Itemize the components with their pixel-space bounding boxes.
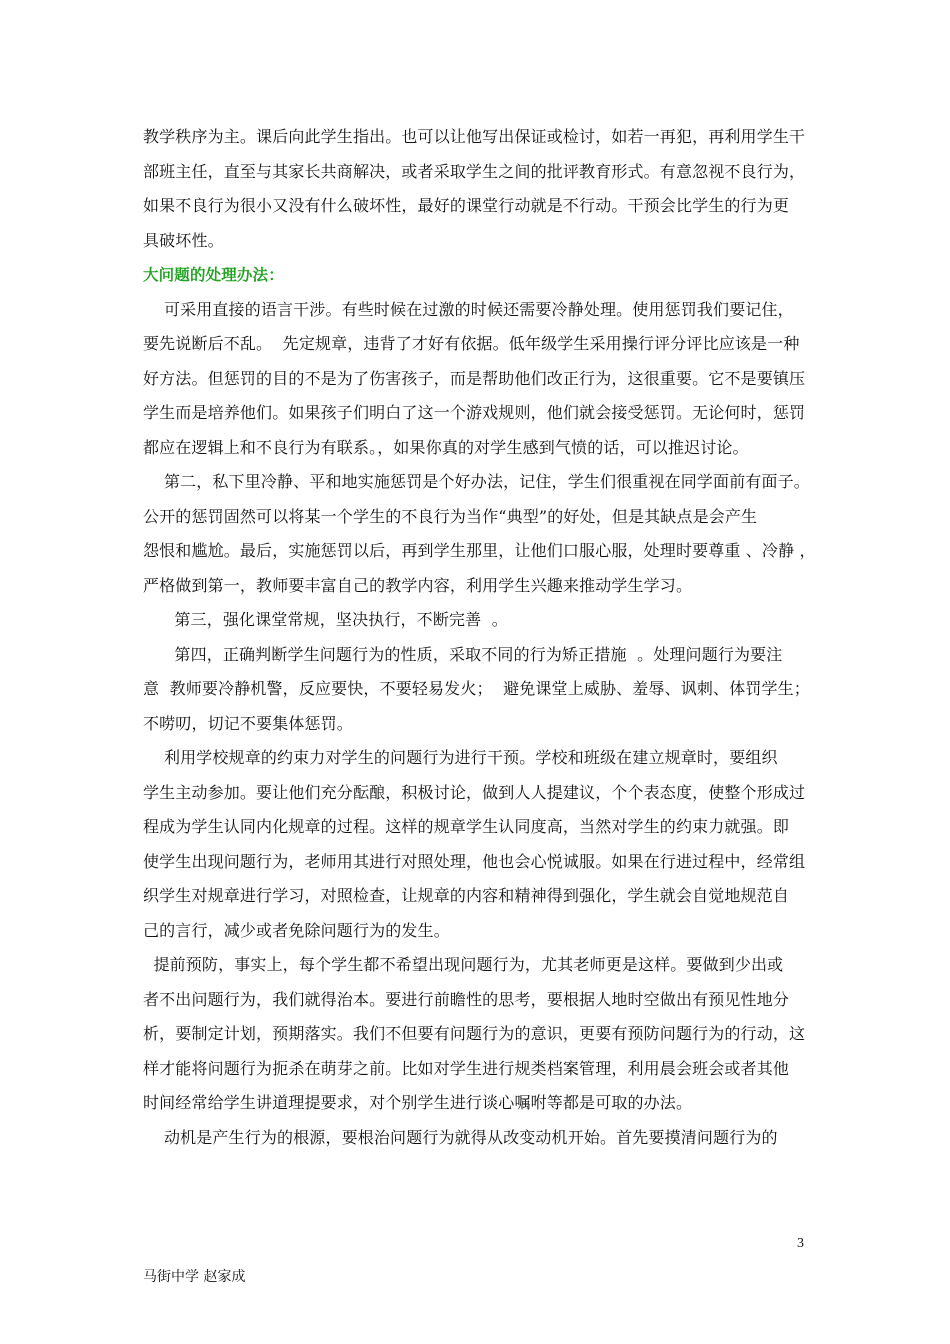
paragraph-line: 使学生出现问题行为，老师用其进行对照处理，他也会心悦诚服。如果在行进过程中，经常组 (143, 851, 806, 871)
paragraph-line: 程成为学生认同内化规章的过程。这样的规章学生认同度高，当然对学生的约束力就强。即 (143, 817, 790, 836)
paragraph-line: 部班主任，直至与其家长共商解决，或者采取学生之间的批评教育形式。有意忽视不良行为， (143, 161, 806, 181)
paragraph-line: 第二，私下里冷静、平和地实施惩罚是个好办法，记住，学生们很重视在同学面前有面子。 (143, 472, 810, 491)
paragraph-line: 严格做到第一，教师要丰富自己的教学内容，利用学生兴趣来推动学生学习。 (143, 575, 693, 595)
paragraph-line: 析，要制定计划，预期落实。我们不但要有问题行为的意识，更要有预防问题行为的行动，这 (143, 1024, 806, 1043)
paragraph-line: 意 教师要冷静机警，反应要快，不要轻易发火； 避免课堂上威胁、羞辱、讽刺、体罚学生； (143, 679, 810, 698)
paragraph-line: 者不出问题行为，我们就得治本。要进行前瞻性的思考，要根据人地时空做出有预见性地分 (143, 989, 790, 1009)
paragraph-line: 如果不良行为很小又没有什么破坏性，最好的课堂行动就是不行动。干预会比学生的行为更 (143, 196, 790, 215)
paragraph-line: 要先说断后不乱。 先定规章，违背了才好有依据。低年级学生采用操行评分评比应该是一种 (143, 334, 800, 353)
paragraph-line: 动机是产生行为的根源，要根治问题行为就得从改变动机开始。首先要摸清问题行为的 (143, 1127, 778, 1147)
paragraph-line: 利用学校规章的约束力对学生的问题行为进行干预。学校和班级在建立规章时，要组织 (143, 748, 778, 767)
document-body (143, 120, 816, 1155)
paragraph-line: 怨恨和尴尬。最后，实施惩罚以后，再到学生那里，让他们口服心服，处理时要尊重 、冷静 ， (143, 541, 816, 560)
page-number: 3 (797, 1236, 804, 1251)
footer-author: 马街中学 赵家成 (143, 1269, 246, 1285)
paragraph-line: 学生而是培养他们。如果孩子们明白了这一个游戏规则，他们就会接受惩罚。无论何时，惩罚 (143, 403, 806, 422)
paragraph-line: 样才能将问题行为扼杀在萌芽之前。比如对学生进行规类档案管理，利用晨会班会或者其他 (143, 1058, 790, 1078)
paragraph-line: 提前预防，事实上，每个学生都不希望出现问题行为，尤其老师更是这样。要做到少出或 (143, 955, 784, 974)
paragraph-line: 都应在逻辑上和不良行为有联系。，如果你真的对学生感到气愤的话，可以推迟讨论。 (143, 437, 749, 457)
paragraph-line: 时间经常给学生讲道理提要求，对个别学生进行谈心嘱咐等都是可取的办法。 (143, 1093, 693, 1112)
paragraph-line: 第三，强化课堂常规，坚决执行，不断完善 。 (143, 610, 508, 629)
section-heading: 大问题的处理办法： (143, 266, 284, 284)
paragraph-line: 公开的惩罚固然可以将某一个学生的不良行为当作“典型”的好处，但是其缺点是会产生 (143, 506, 758, 526)
paragraph-line: 织学生对规章进行学习，对照检查，让规章的内容和精神得到强化，学生就会自觉地规范自 (143, 886, 790, 905)
paragraph-line: 己的言行，减少或者免除问题行为的发生。 (143, 920, 450, 940)
paragraph-line: 好方法。但惩罚的目的不是为了伤害孩子，而是帮助他们改正行为，这很重要。它不是要镇压 (143, 368, 806, 388)
paragraph-line: 第四，正确判断学生问题行为的性质，采取不同的行为矫正措施 。处理问题行为要注 (143, 644, 783, 664)
paragraph-line: 教学秩序为主。课后向此学生指出。也可以让他写出保证或检讨，如若一再犯，再利用学生干 (143, 127, 806, 146)
paragraph-line: 学生主动参加。要让他们充分酝酿，积极讨论，做到人人提建议，个个表态度，使整个形成过 (143, 782, 806, 802)
paragraph-line: 具破坏性。 (143, 230, 224, 250)
paragraph-line: 不唠叨，切记不要集体惩罚。 (143, 713, 353, 733)
paragraph-line: 可采用直接的语言干涉。有些时候在过激的时候还需要冷静处理。使用惩罚我们要记住， (143, 299, 794, 319)
